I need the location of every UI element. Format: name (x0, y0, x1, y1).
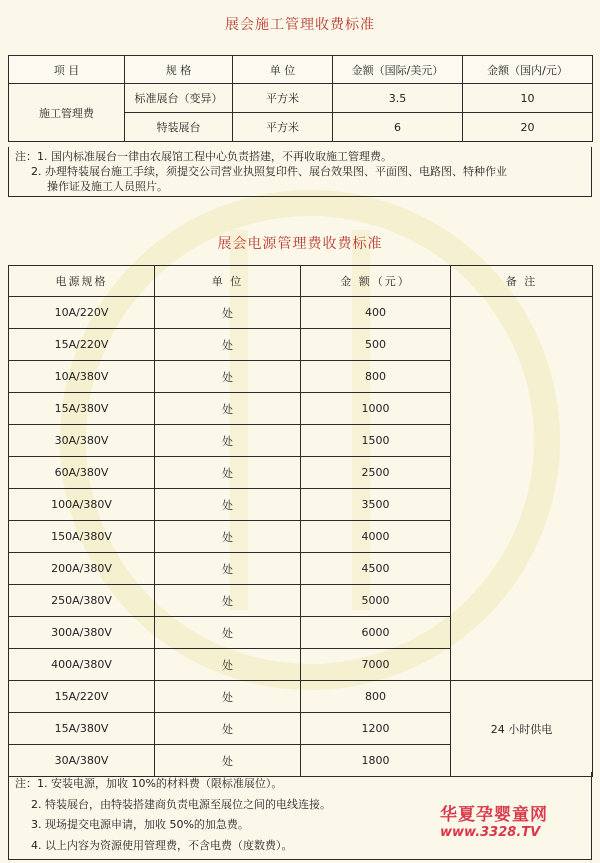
amount-cell: 800 (301, 361, 451, 393)
spec-cell: 400A/380V (9, 649, 155, 681)
spec-cell: 30A/380V (9, 425, 155, 457)
header-unit: 单 位 (155, 266, 301, 297)
spec-cell: 15A/380V (9, 713, 155, 745)
site-logo-url: www.3328.TV (440, 825, 541, 840)
note-line: 2. 特装展台，由特装搭建商负责电源至展位之间的电线连接。 (31, 797, 331, 811)
table-header-row (9, 56, 593, 84)
spec-cell: 200A/380V (9, 553, 155, 585)
spec-cell: 10A/380V (9, 361, 155, 393)
note-line: 注：1. 国内标准展台一律由农展馆工程中心负责搭建，不再收取施工管理费。 (15, 150, 392, 163)
spec-cell: 30A/380V (9, 745, 155, 777)
header-unit: 单 位 (233, 56, 333, 84)
spec-cell: 10A/220V (9, 297, 155, 329)
spec-cell: 15A/220V (9, 329, 155, 361)
spec-cell: 250A/380V (9, 585, 155, 617)
amount-cell: 4000 (301, 521, 451, 553)
unit-cell: 处 (155, 393, 301, 425)
amount-cell: 2500 (301, 457, 451, 489)
intl-amount-cell: 3.5 (333, 84, 463, 113)
amount-cell: 7000 (301, 649, 451, 681)
spec-cell: 300A/380V (9, 617, 155, 649)
construction-fee-table (8, 55, 593, 142)
domestic-amount-cell: 10 (463, 84, 593, 113)
site-logo-name: 华夏孕婴童网 (440, 805, 548, 825)
amount-cell: 3500 (301, 489, 451, 521)
header-domestic-amount: 金额（国内/元） (463, 56, 593, 84)
unit-cell: 处 (155, 553, 301, 585)
spec-cell: 100A/380V (9, 489, 155, 521)
spec-cell: 标准展台（变异） (125, 84, 233, 113)
note-line: 操作证及施工人员照片。 (47, 180, 168, 193)
header-remark: 备 注 (451, 266, 593, 297)
unit-cell: 处 (155, 713, 301, 745)
unit-cell: 处 (155, 329, 301, 361)
construction-notes (8, 147, 592, 197)
spec-cell: 15A/380V (9, 393, 155, 425)
unit-cell: 处 (155, 649, 301, 681)
amount-cell: 1200 (301, 713, 451, 745)
header-spec: 规 格 (125, 56, 233, 84)
header-power-spec: 电源规格 (9, 266, 155, 297)
remark-cell: 24 小时供电 (451, 681, 593, 777)
table-row (9, 681, 593, 713)
unit-cell: 平方米 (233, 84, 333, 113)
spec-cell: 150A/380V (9, 521, 155, 553)
unit-cell: 处 (155, 297, 301, 329)
unit-cell: 处 (155, 361, 301, 393)
amount-cell: 800 (301, 681, 451, 713)
table-header-row (9, 266, 593, 297)
note-line: 4. 以上内容为资源使用管理费，不含电费（度数费）。 (31, 838, 293, 852)
header-amount: 金 额（元） (301, 266, 451, 297)
unit-cell: 处 (155, 585, 301, 617)
intl-amount-cell: 6 (333, 113, 463, 142)
amount-cell: 5000 (301, 585, 451, 617)
amount-cell: 6000 (301, 617, 451, 649)
construction-title: 展会施工管理收费标准 (225, 17, 375, 33)
header-intl-amount: 金额（国际/美元） (333, 56, 463, 84)
header-item: 项 目 (9, 56, 125, 84)
amount-cell: 400 (301, 297, 451, 329)
power-title: 展会电源管理费收费标准 (217, 236, 383, 252)
unit-cell: 处 (155, 457, 301, 489)
unit-cell: 处 (155, 521, 301, 553)
item-cell: 施工管理费 (9, 84, 125, 142)
power-fee-table (8, 265, 593, 777)
amount-cell: 1500 (301, 425, 451, 457)
amount-cell: 1000 (301, 393, 451, 425)
spec-cell: 特装展台 (125, 113, 233, 142)
note-line: 2. 办理特装展台施工手续，须提交公司营业执照复印件、展台效果图、平面图、电路图、特种作业 (31, 165, 507, 178)
amount-cell: 1800 (301, 745, 451, 777)
power-notes (8, 772, 592, 860)
unit-cell: 处 (155, 745, 301, 777)
unit-cell: 平方米 (233, 113, 333, 142)
amount-cell: 4500 (301, 553, 451, 585)
remark-cell-empty (451, 297, 593, 681)
unit-cell: 处 (155, 681, 301, 713)
amount-cell: 500 (301, 329, 451, 361)
domestic-amount-cell: 20 (463, 113, 593, 142)
table-row (9, 84, 593, 113)
unit-cell: 处 (155, 489, 301, 521)
note-line: 3. 现场提交电源申请，加收 50%的加急费。 (31, 818, 249, 831)
unit-cell: 处 (155, 425, 301, 457)
spec-cell: 15A/220V (9, 681, 155, 713)
unit-cell: 处 (155, 617, 301, 649)
note-line: 注：1. 安装电源，加收 10%的材料费（限标准展位）。 (15, 777, 283, 790)
spec-cell: 60A/380V (9, 457, 155, 489)
table-row (9, 297, 593, 329)
